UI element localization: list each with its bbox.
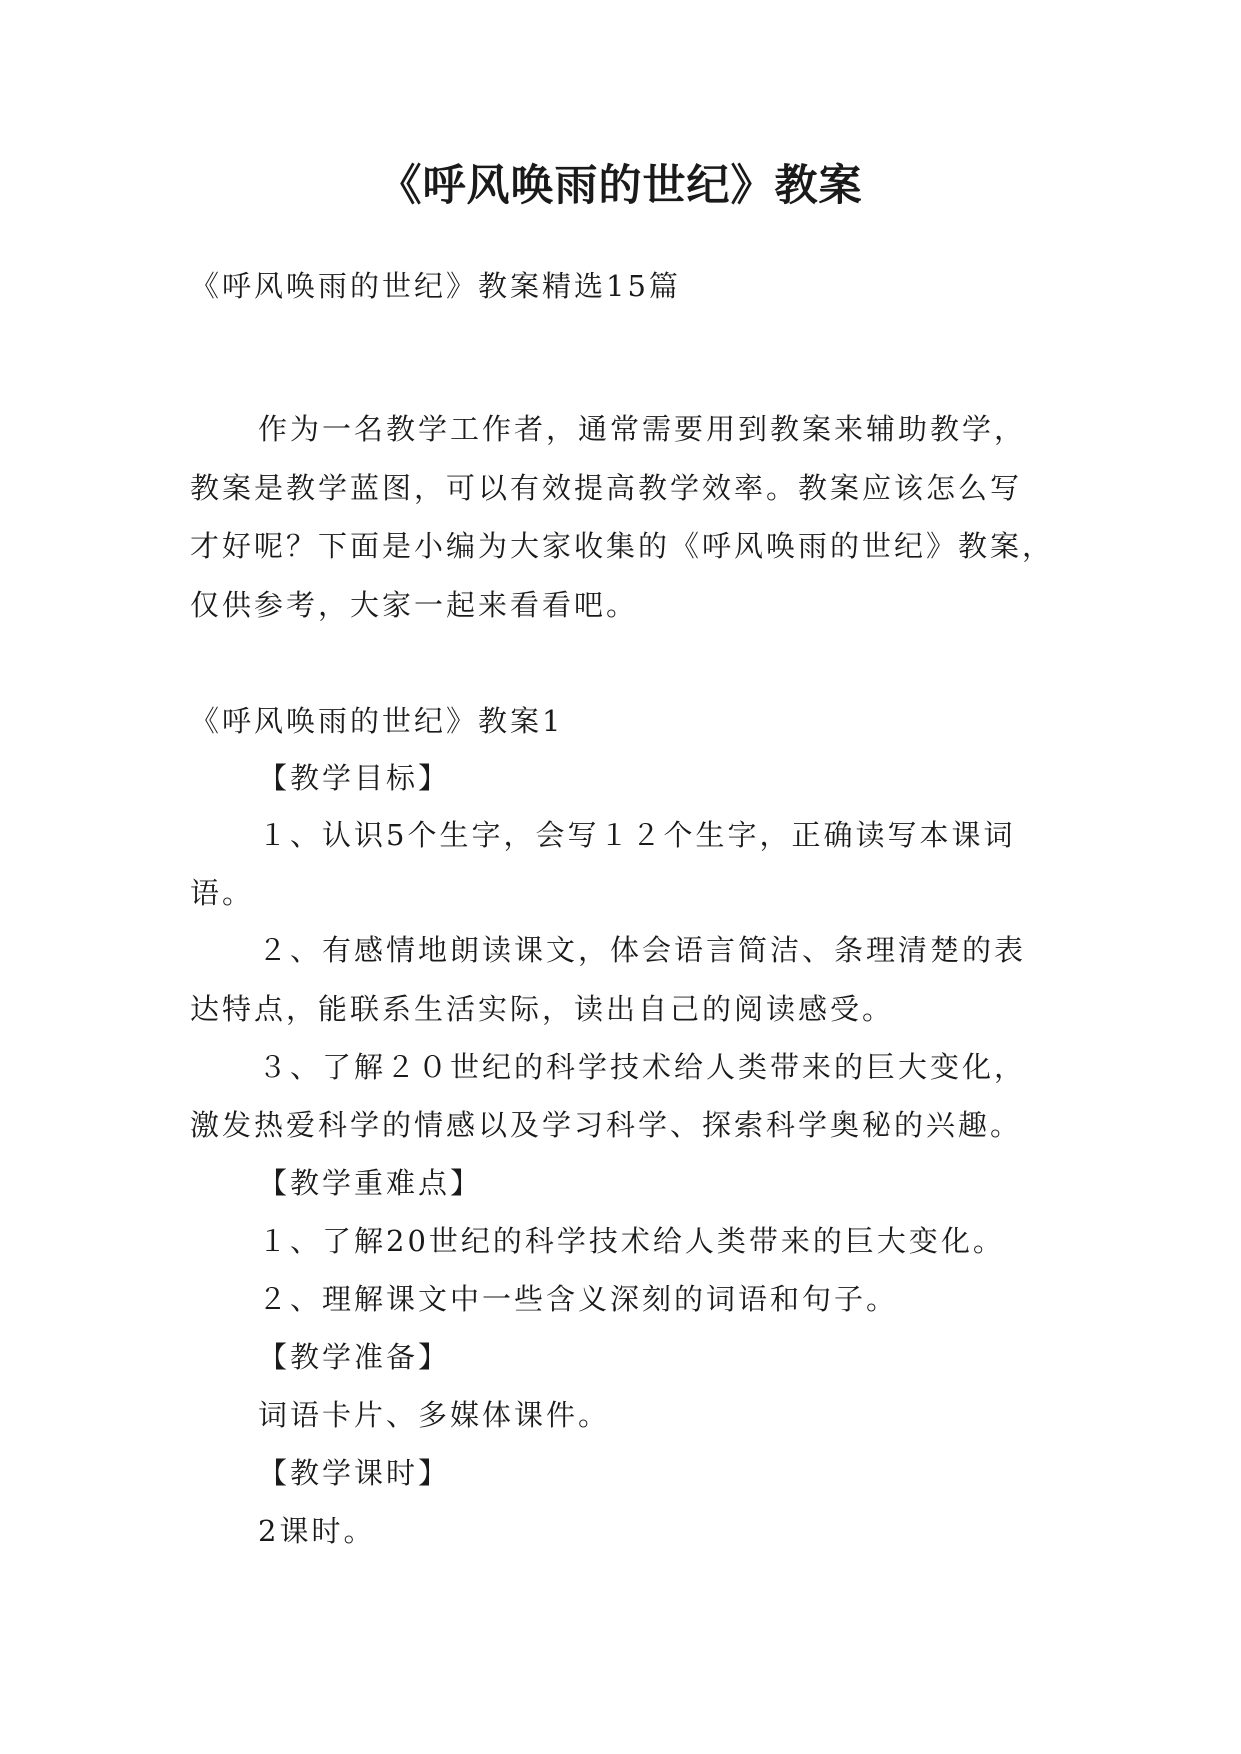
- section-heading: 《呼风唤雨的世纪》教案1: [190, 704, 564, 738]
- intro-line-2: 教案是教学蓝图，可以有效提高教学效率。教案应该怎么写: [190, 471, 1023, 505]
- goal-1-line-1: １、认识5个生字，会写１２个生字，正确读写本课词: [258, 818, 1016, 852]
- goal-3-line-2: 激发热爱科学的情感以及学习科学、探索科学奥秘的兴趣。: [190, 1108, 1023, 1142]
- goal-3-line-1: ３、了解２０世纪的科学技术给人类带来的巨大变化，: [258, 1050, 1027, 1084]
- difficulty-1: １、了解20世纪的科学技术给人类带来的巨大变化。: [258, 1224, 1005, 1258]
- intro-line-1: 作为一名教学工作者，通常需要用到教案来辅助教学，: [258, 412, 1027, 446]
- goals-heading: 【教学目标】: [258, 761, 451, 795]
- document-subtitle: 《呼风唤雨的世纪》教案精选15篇: [190, 269, 681, 303]
- document-title: 《呼风唤雨的世纪》教案: [378, 161, 863, 211]
- goal-2-line-1: ２、有感情地朗读课文，体会语言简洁、条理清楚的表: [258, 933, 1027, 967]
- goal-2-line-2: 达特点，能联系生活实际，读出自己的阅读感受。: [190, 992, 895, 1026]
- intro-line-3: 才好呢？下面是小编为大家收集的《呼风唤雨的世纪》教案，: [190, 529, 1055, 563]
- difficulty-2: ２、理解课文中一些含义深刻的词语和句子。: [258, 1282, 899, 1316]
- goal-1-line-2: 语。: [190, 876, 255, 910]
- intro-line-4: 仅供参考，大家一起来看看吧。: [190, 588, 639, 622]
- periods-content: 2课时。: [258, 1514, 376, 1548]
- preparation-content: 词语卡片、多媒体课件。: [258, 1398, 611, 1432]
- periods-heading: 【教学课时】: [258, 1456, 451, 1490]
- preparation-heading: 【教学准备】: [258, 1340, 451, 1374]
- difficulties-heading: 【教学重难点】: [258, 1166, 483, 1200]
